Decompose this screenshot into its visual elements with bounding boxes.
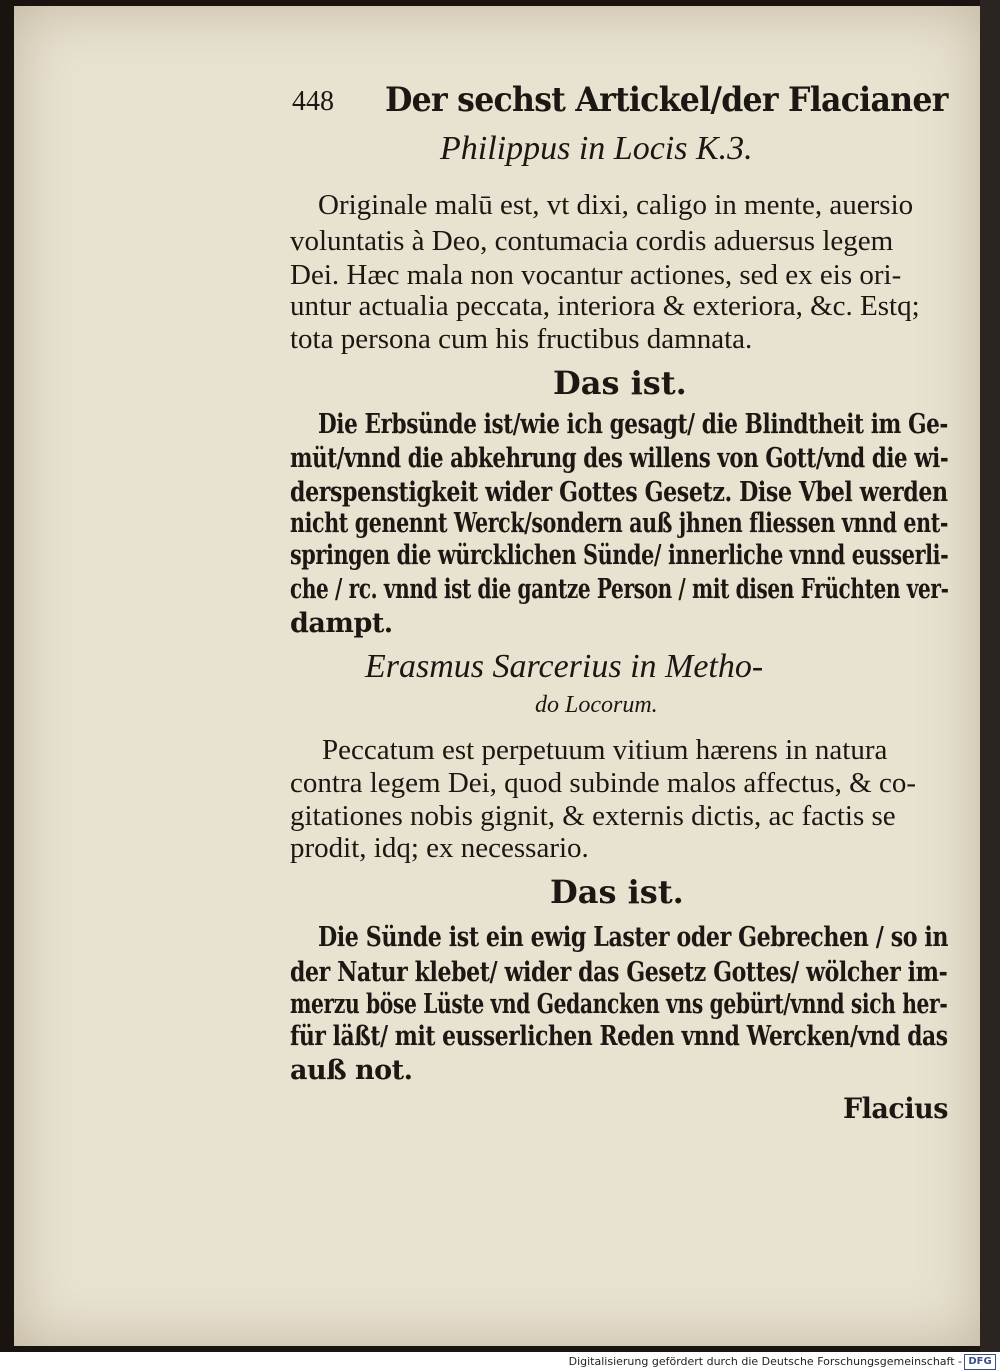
section-heading-philippus: Philippus in Locis K.3.: [440, 130, 753, 167]
running-head: Der sechst Artickel/der Flacianer: [385, 80, 948, 120]
german-line: Die Sünde ist ein ewig Laster oder Gebrechen / so in: [318, 922, 949, 953]
page-number: 448: [292, 86, 334, 117]
german-line: für läßt/ mit eusserlichen Reden vnnd Wercken/vnd das: [290, 1021, 948, 1052]
section-heading-sarcerius: Erasmus Sarcerius in Metho-: [365, 648, 764, 685]
german-line: che / rc. vnnd ist die gantze Person / mit disen Früchten ver-: [290, 574, 949, 605]
german-line: auß not.: [290, 1055, 413, 1086]
footer-credit: Digitalisierung gefördert durch die Deutsche Forschungsgemeinschaft -: [568, 1355, 962, 1368]
german-line: merzu böse Lüste vnd Gedancken vns gebürt/vnnd sich her-: [290, 989, 948, 1020]
latin-line: Originale malū est, vt dixi, caligo in mente, auersio: [318, 189, 914, 221]
german-line: Die Erbsünde ist/wie ich gesagt/ die Blindtheit im Ge-: [318, 409, 948, 440]
latin-line: prodit, idq; ex necessario.: [290, 832, 589, 864]
dfg-logo-icon: DFG: [964, 1354, 996, 1370]
german-line: springen die würcklichen Sünde/ innerliche vnnd eusserli-: [290, 540, 949, 571]
german-line: dampt.: [290, 608, 393, 639]
german-line: derspenstigkeit wider Gottes Gesetz. Dise Vbel werden: [290, 477, 948, 508]
footer-bar: [0, 1352, 1000, 1372]
latin-line: gitationes nobis gignit, & externis dictis, ac factis se: [290, 800, 896, 832]
latin-line: Peccatum est perpetuum vitium hærens in natura: [322, 734, 888, 766]
catchword: Flacius: [843, 1092, 948, 1125]
latin-line: Dei. Hæc mala non vocantur actiones, sed ex eis ori-: [290, 259, 902, 291]
latin-line: contra legem Dei, quod subinde malos affectus, & co-: [290, 767, 917, 799]
latin-line: voluntatis à Deo, contumacia cordis aduersus legem: [290, 225, 894, 257]
latin-line: tota persona cum his fructibus damnata.: [290, 323, 753, 355]
german-line: der Natur klebet/ wider das Gesetz Gottes/ wölcher im-: [290, 957, 948, 988]
german-line: nicht genennt Werck/sondern auß jhnen fliessen vnnd ent-: [290, 508, 949, 539]
das-ist-heading: Das ist.: [550, 873, 684, 911]
latin-line: untur actualia peccata, interiora & exteriora, &c. Estq;: [290, 290, 920, 322]
page-edge-shadow: [980, 0, 1000, 1352]
das-ist-heading: Das ist.: [553, 364, 687, 402]
german-line: müt/vnnd die abkehrung des willens von Gott/vnd die wi-: [290, 443, 949, 474]
section-heading-sarcerius-cont: do Locorum.: [535, 692, 658, 718]
